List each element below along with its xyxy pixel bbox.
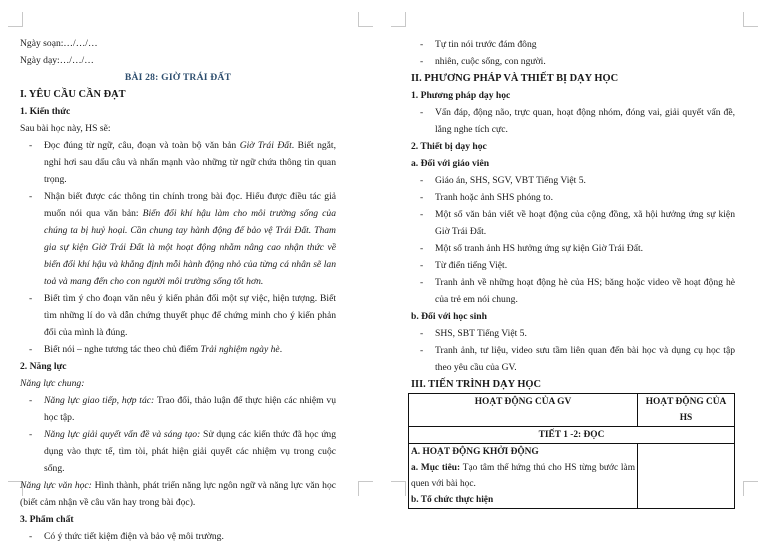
lesson-plan-table bbox=[408, 393, 735, 509]
method-item: - Vấn đáp, động não, trực quan, hoạt động nhóm, đóng vai, giải quyết vấn đề, lắng nghe tích cực. bbox=[411, 104, 735, 138]
competence-item: - Năng lực giao tiếp, hợp tác: Trao đổi, thảo luận để thực hiện các nhiệm vụ học tập. bbox=[20, 392, 336, 426]
page-corner-mark bbox=[358, 12, 373, 27]
general-competence-label: Năng lực chung: bbox=[20, 378, 85, 389]
section-heading-methods: II. PHƯƠNG PHÁP VÀ THIẾT BỊ DẠY HỌC bbox=[411, 73, 619, 84]
page-corner-mark bbox=[743, 12, 758, 27]
page-corner-mark bbox=[391, 481, 406, 496]
section-heading-process: III. TIẾN TRÌNH DẠY HỌC bbox=[411, 379, 542, 390]
subheading-qualities: 3. Phẩm chất bbox=[20, 514, 74, 525]
teacher-item: - Từ điển tiếng Việt. bbox=[411, 257, 735, 274]
quality-item: - Có ý thức tiết kiệm điện và bảo vệ môi trường. bbox=[20, 528, 336, 545]
page-content bbox=[411, 36, 735, 509]
document-page-left bbox=[0, 0, 381, 542]
teacher-item: - Một số tranh ảnh HS hưởng ứng sự kiện Giờ Trái Đất. bbox=[411, 240, 735, 257]
teacher-item: - Tranh ảnh về những hoạt động hè của HS; băng hoặc video về hoạt động hè của trẻ em nói chung. bbox=[411, 274, 735, 308]
knowledge-item: - Nhận biết được các thông tin chính trong bài đọc. Hiểu được điều tác giả muốn nói qua văn bản: Biến đổi khí hậu làm cho môi trường sống của chúng ta bị huỷ hoại. Cần chung tay hành động để bảo vệ Trái Đất. Tham gia sự kiện Giờ Trái Đất là một hoạt động nhằm nâng cao nhận thức về biến đổi khí hậu và khẳng định mỗi hành động nhỏ của từng cá nhân sẽ lan toả và mang đến cho con người môi trường sống tốt hơn. bbox=[20, 188, 336, 290]
knowledge-intro: Sau bài học này, HS sẽ: bbox=[20, 123, 111, 134]
knowledge-item: - Biết nói – nghe tương tác theo chủ điểm Trải nghiệm ngày hè. bbox=[20, 341, 336, 358]
organize-label: b. Tổ chức thực hiện bbox=[411, 495, 494, 505]
activity-heading: A. HOẠT ĐỘNG KHỞI ĐỘNG bbox=[411, 447, 539, 457]
teacher-item: - Giáo án, SHS, SGV, VBT Tiếng Việt 5. bbox=[411, 172, 735, 189]
page-corner-mark bbox=[743, 481, 758, 496]
teacher-item: - Một số văn bản viết về hoạt động của cộng đồng, xã hội hưởng ứng sự kiện Giờ Trái Đất. bbox=[411, 206, 735, 240]
knowledge-item: - Đọc đúng từ ngữ, câu, đoạn và toàn bộ văn bản Giờ Trái Đất. Biết ngắt, nghỉ hơi sau dấu câu và nhấn mạnh vào những từ ngữ chứa thông tin quan trọng. bbox=[20, 137, 336, 188]
subheading-competence: 2. Năng lực bbox=[20, 361, 67, 372]
literary-competence: Năng lực văn học: Hình thành, phát triển năng lực ngôn ngữ và năng lực văn học (biết cảm nhận về câu văn hay trong bài đọc). bbox=[20, 480, 336, 508]
page-corner-mark bbox=[358, 481, 373, 496]
teacher-item: - Tranh hoặc ảnh SHS phóng to. bbox=[411, 189, 735, 206]
table-header-student: HOẠT ĐỘNG CỦA HS bbox=[638, 394, 735, 427]
subheading-teaching-method: 1. Phương pháp dạy học bbox=[411, 90, 511, 101]
knowledge-item: - Biết tìm ý cho đoạn văn nêu ý kiến phản đối một sự việc, hiện tượng. Biết tìm những lí do và dẫn chứng thuyết phục để chứng minh cho ý kiến phản đối của mình là đúng. bbox=[20, 290, 336, 341]
continued-item: - Tự tin nói trước đám đông bbox=[411, 36, 735, 53]
section-heading-requirements: I. YÊU CẦU CẦN ĐẠT bbox=[20, 89, 126, 100]
student-item: - Tranh ảnh, tư liệu, video sưu tầm liên quan đến bài học và dụng cụ học tập theo yêu cầu của GV. bbox=[411, 342, 735, 376]
student-item: - SHS, SBT Tiếng Việt 5. bbox=[411, 325, 735, 342]
date-prepared: Ngày soạn:…/…/… bbox=[20, 38, 98, 49]
page-content bbox=[20, 35, 336, 545]
objective: a. Mục tiêu: Tạo tâm thế hứng thú cho HS từng bước làm quen với bài học. bbox=[411, 463, 635, 489]
subheading-equipment: 2. Thiết bị dạy học bbox=[411, 141, 487, 152]
table-header-teacher: HOẠT ĐỘNG CỦA GV bbox=[409, 394, 638, 427]
table-period-row: TIẾT 1 -2: ĐỌC bbox=[409, 427, 735, 444]
subheading-teacher: a. Đối với giáo viên bbox=[411, 158, 490, 169]
subheading-knowledge: 1. Kiến thức bbox=[20, 106, 71, 117]
table-student-cell bbox=[638, 444, 735, 509]
page-corner-mark bbox=[391, 12, 406, 27]
table-teacher-cell bbox=[409, 444, 638, 509]
date-taught: Ngày dạy:…/…/… bbox=[20, 55, 94, 66]
document-page-right bbox=[381, 0, 762, 504]
lesson-title: BÀI 28: GIỜ TRÁI ĐẤT bbox=[124, 72, 232, 83]
page-corner-mark bbox=[8, 12, 23, 27]
continued-item: - nhiên, cuộc sống, con người. bbox=[411, 53, 735, 70]
competence-item: - Năng lực giải quyết vấn đề và sáng tạo: Sử dụng các kiến thức đã học ứng dụng vào thực tế, tìm tòi, phát hiện giải quyết các nhiệm vụ trong cuộc sống. bbox=[20, 426, 336, 477]
subheading-student: b. Đối với học sinh bbox=[411, 311, 487, 322]
